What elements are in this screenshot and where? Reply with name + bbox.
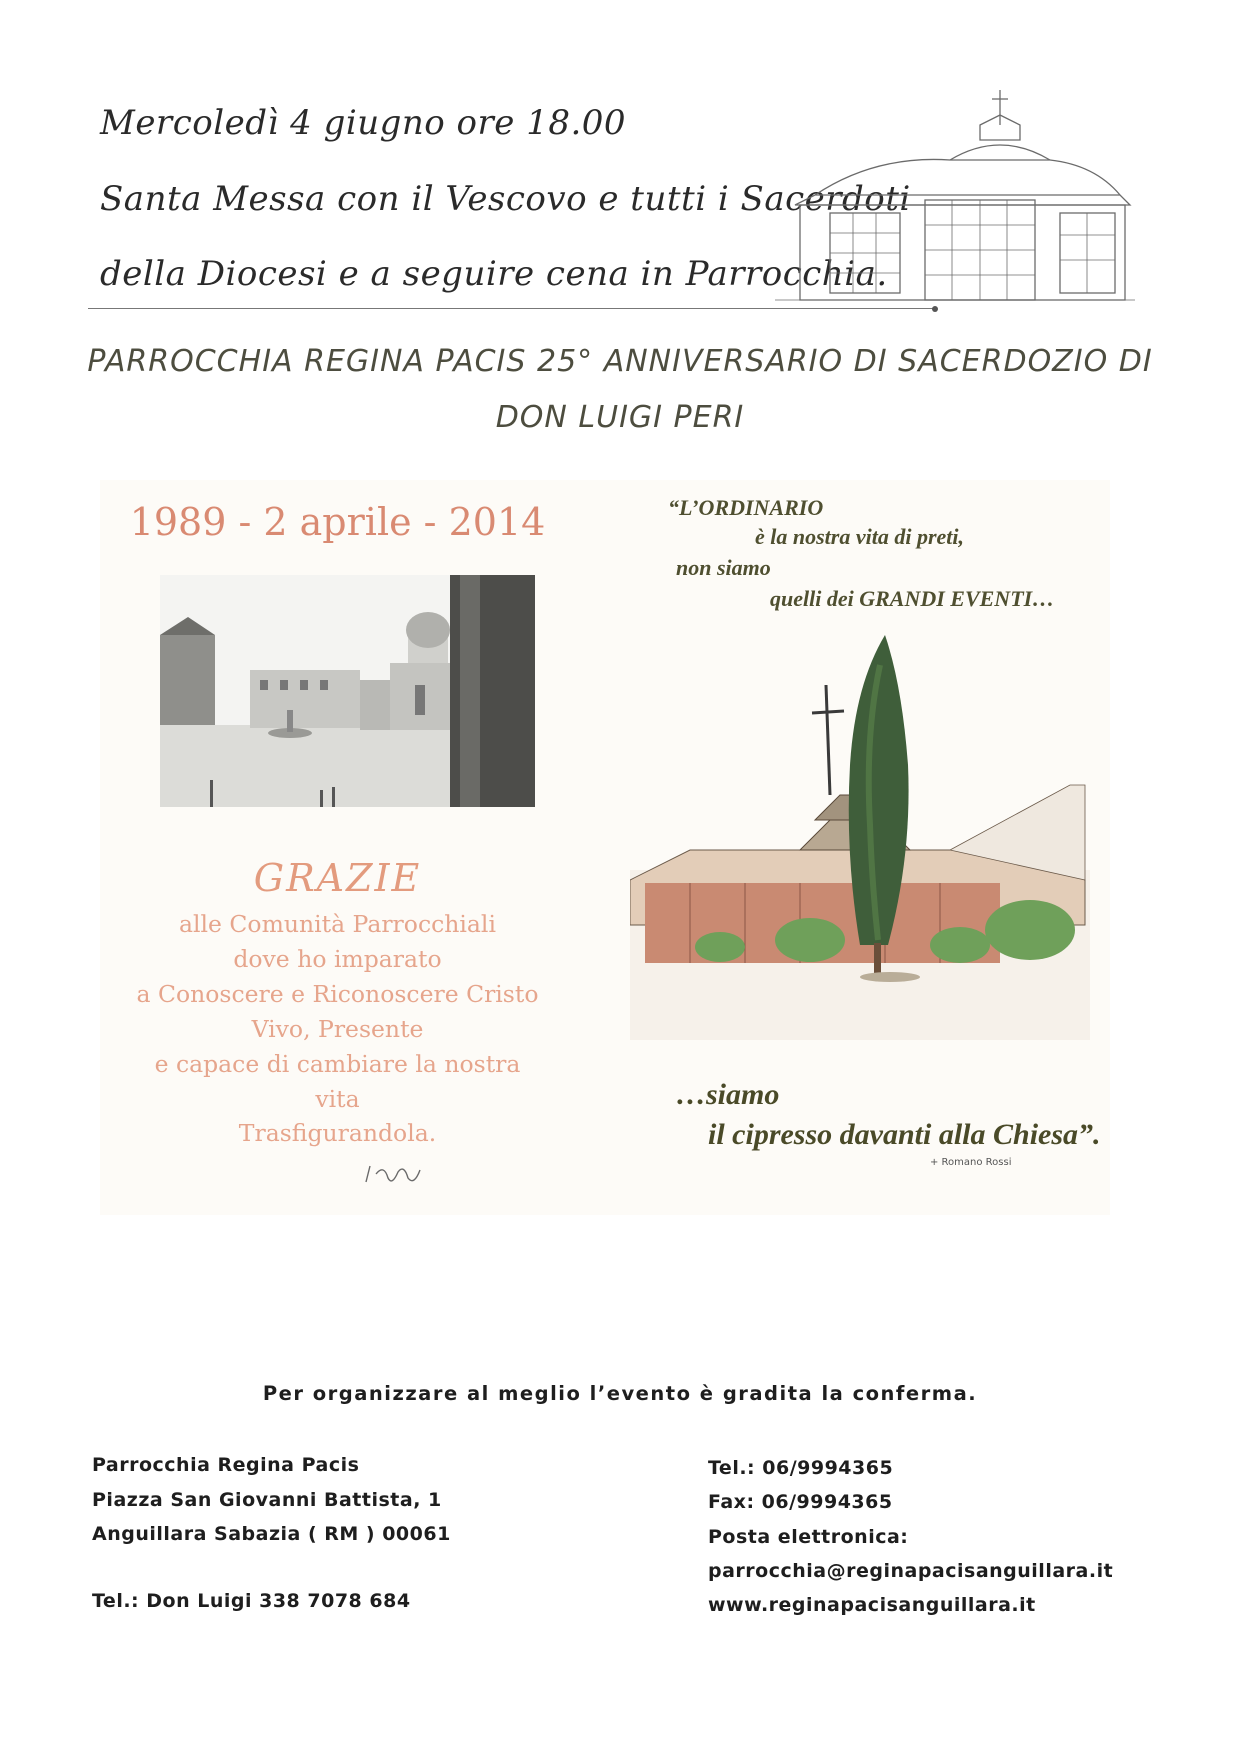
grazie-title: GRAZIE <box>253 856 422 900</box>
contact-email-label: Posta elettronica: <box>708 1526 909 1548</box>
quote-credit: + Romano Rossi <box>930 1157 1012 1168</box>
contact-parish-name: Parrocchia Regina Pacis <box>92 1454 360 1476</box>
contact-city: Anguillara Sabazia ( RM ) 00061 <box>92 1523 451 1545</box>
grazie-line-3: a Conoscere e Riconoscere Cristo <box>136 980 539 1008</box>
grazie-line-6: vita <box>315 1085 360 1113</box>
piazza-photo <box>160 575 535 807</box>
header-line-1: Mercoledì 4 giugno ore 18.00 <box>100 103 627 143</box>
grazie-line-5: e capace di cambiare la nostra <box>154 1050 521 1078</box>
header-line-2: Santa Messa con il Vescovo e tutti i Sacerdoti <box>100 179 911 219</box>
quote-line-2: è la nostra vita di preti, <box>755 524 964 549</box>
contact-phone-don-luigi: Tel.: Don Luigi 338 7078 684 <box>92 1590 411 1612</box>
contact-phone: Tel.: 06/9994365 <box>708 1457 894 1479</box>
header-line-3: della Diocesi e a seguire cena in Parrocchia. <box>100 254 888 294</box>
headline-line-1: PARROCCHIA REGINA PACIS 25° ANNIVERSARIO DI SACERDOZIO DI <box>87 344 1153 379</box>
contact-fax: Fax: 06/9994365 <box>708 1491 893 1513</box>
cypress-church-drawing <box>630 625 1090 1065</box>
grazie-line-2: dove ho imparato <box>233 945 442 973</box>
confirmation-text: Per organizzare al meglio l’evento è gradita la conferma. <box>262 1382 978 1405</box>
quote-line-4: quelli dei GRANDI EVENTI… <box>770 586 1055 611</box>
quote-line-6: il cipresso davanti alla Chiesa”. <box>708 1118 1101 1151</box>
headline-line-2: DON LUIGI PERI <box>495 400 745 435</box>
grazie-line-1: alle Comunità Parrocchiali <box>179 910 496 938</box>
contact-website[interactable]: www.reginapacisanguillara.it <box>708 1594 1036 1616</box>
header-rule-dot <box>932 306 938 312</box>
signature <box>358 1160 438 1190</box>
quote-line-1: “L’ORDINARIO <box>668 495 824 520</box>
anniversary-dates: 1989 - 2 aprile - 2014 <box>129 500 546 544</box>
grazie-line-4: Vivo, Presente <box>251 1015 424 1043</box>
contact-address: Piazza San Giovanni Battista, 1 <box>92 1489 442 1511</box>
church-sketch <box>775 85 1135 305</box>
grazie-line-7: Trasfigurandola. <box>238 1119 437 1147</box>
header-rule <box>88 308 936 309</box>
quote-line-5: …siamo <box>676 1078 780 1111</box>
contact-email[interactable]: parrocchia@reginapacisanguillara.it <box>708 1560 1114 1582</box>
quote-line-3: non siamo <box>676 555 771 580</box>
